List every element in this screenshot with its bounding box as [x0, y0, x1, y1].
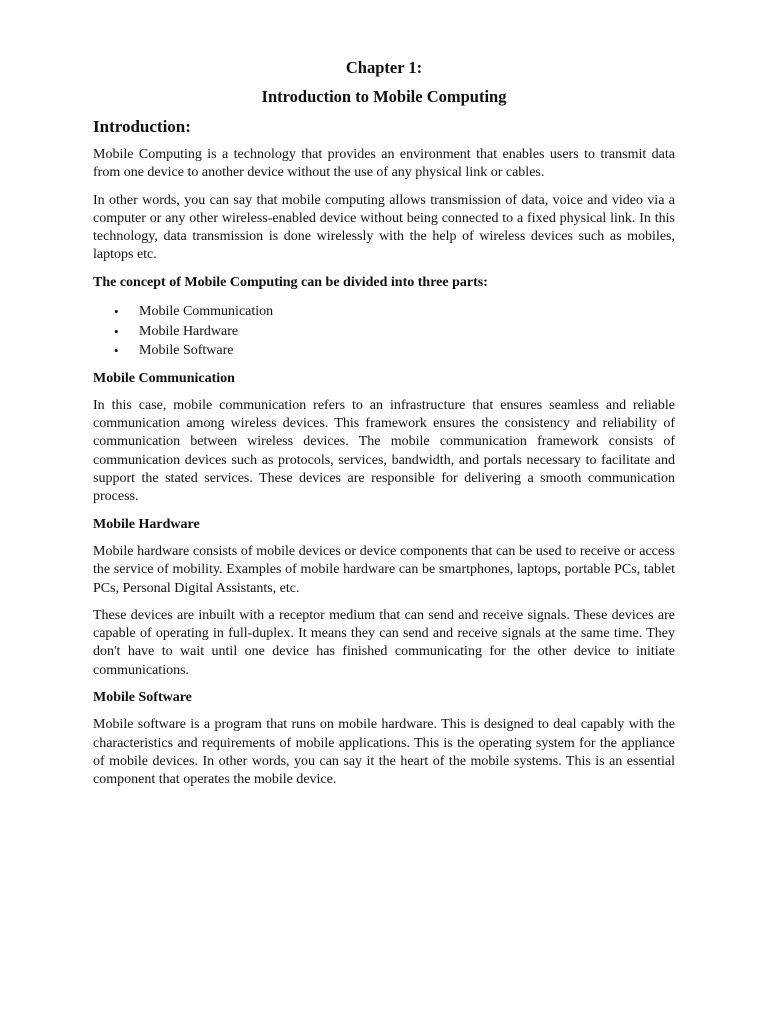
chapter-label: Chapter 1:	[345, 58, 423, 77]
document-page	[93, 58, 675, 790]
list-item-label: Mobile Communication	[139, 304, 274, 320]
concept-lead: The concept of Mobile Computing can be divided into three parts:	[93, 274, 488, 290]
list-item-label: Mobile Software	[139, 343, 234, 359]
intro-paragraph: Mobile Computing is a technology that provides an environment that enables users to transmit data from one device to another device without the use of any physical link or cables.	[93, 147, 675, 181]
section-paragraph: These devices are inbuilt with a receptor medium that can send and receive signals. These devices are capable of operating in full-duplex. It means they can send and receive signals at the same time. They don't have to wait until one device has finished communicating for the other device to initiate communications.	[93, 607, 675, 678]
list-item	[93, 322, 675, 342]
section-heading-mobile-hardware: Mobile Hardware	[93, 516, 200, 532]
parts-list	[93, 302, 675, 361]
bullet-icon: •	[114, 343, 119, 359]
intro-paragraph: In other words, you can say that mobile computing allows transmission of data, voice and video via a computer or any other wireless-enabled device without being connected to a fixed physical link. In this technology, data transmission is done wirelessly with the help of wireless devices such as mobiles, laptops etc.	[93, 192, 675, 263]
bullet-icon: •	[114, 323, 119, 339]
section-heading-mobile-software: Mobile Software	[93, 690, 192, 706]
bullet-icon: •	[114, 304, 119, 320]
list-item	[93, 341, 675, 361]
section-paragraph: In this case, mobile communication refers to an infrastructure that ensures seamless and reliable communication among wireless devices. This framework ensures the consistency and reliability of communication between wireless devices. The mobile communication framework consists of communication devices such as protocols, services, bandwidth, and portals necessary to facilitate and support the stated services. These devices are responsible for delivering a smooth communication process.	[93, 397, 675, 505]
list-item-label: Mobile Hardware	[139, 323, 239, 339]
section-heading-mobile-communication: Mobile Communication	[93, 370, 235, 386]
section-paragraph: Mobile software is a program that runs on mobile hardware. This is designed to deal capably with the characteristics and requirements of mobile applications. This is the operating system for the appliance of mobile devices. In other words, you can say it the heart of the mobile systems. This is an essential component that operates the mobile device.	[93, 717, 675, 788]
introduction-heading: Introduction:	[93, 117, 191, 136]
list-item	[93, 302, 675, 322]
chapter-title: Introduction to Mobile Computing	[261, 87, 507, 106]
section-paragraph: Mobile hardware consists of mobile devices or device components that can be used to receive or access the service of mobility. Examples of mobile hardware can be smartphones, laptops, portable PCs, tablet PCs, Personal Digital Assistants, etc.	[93, 543, 675, 596]
